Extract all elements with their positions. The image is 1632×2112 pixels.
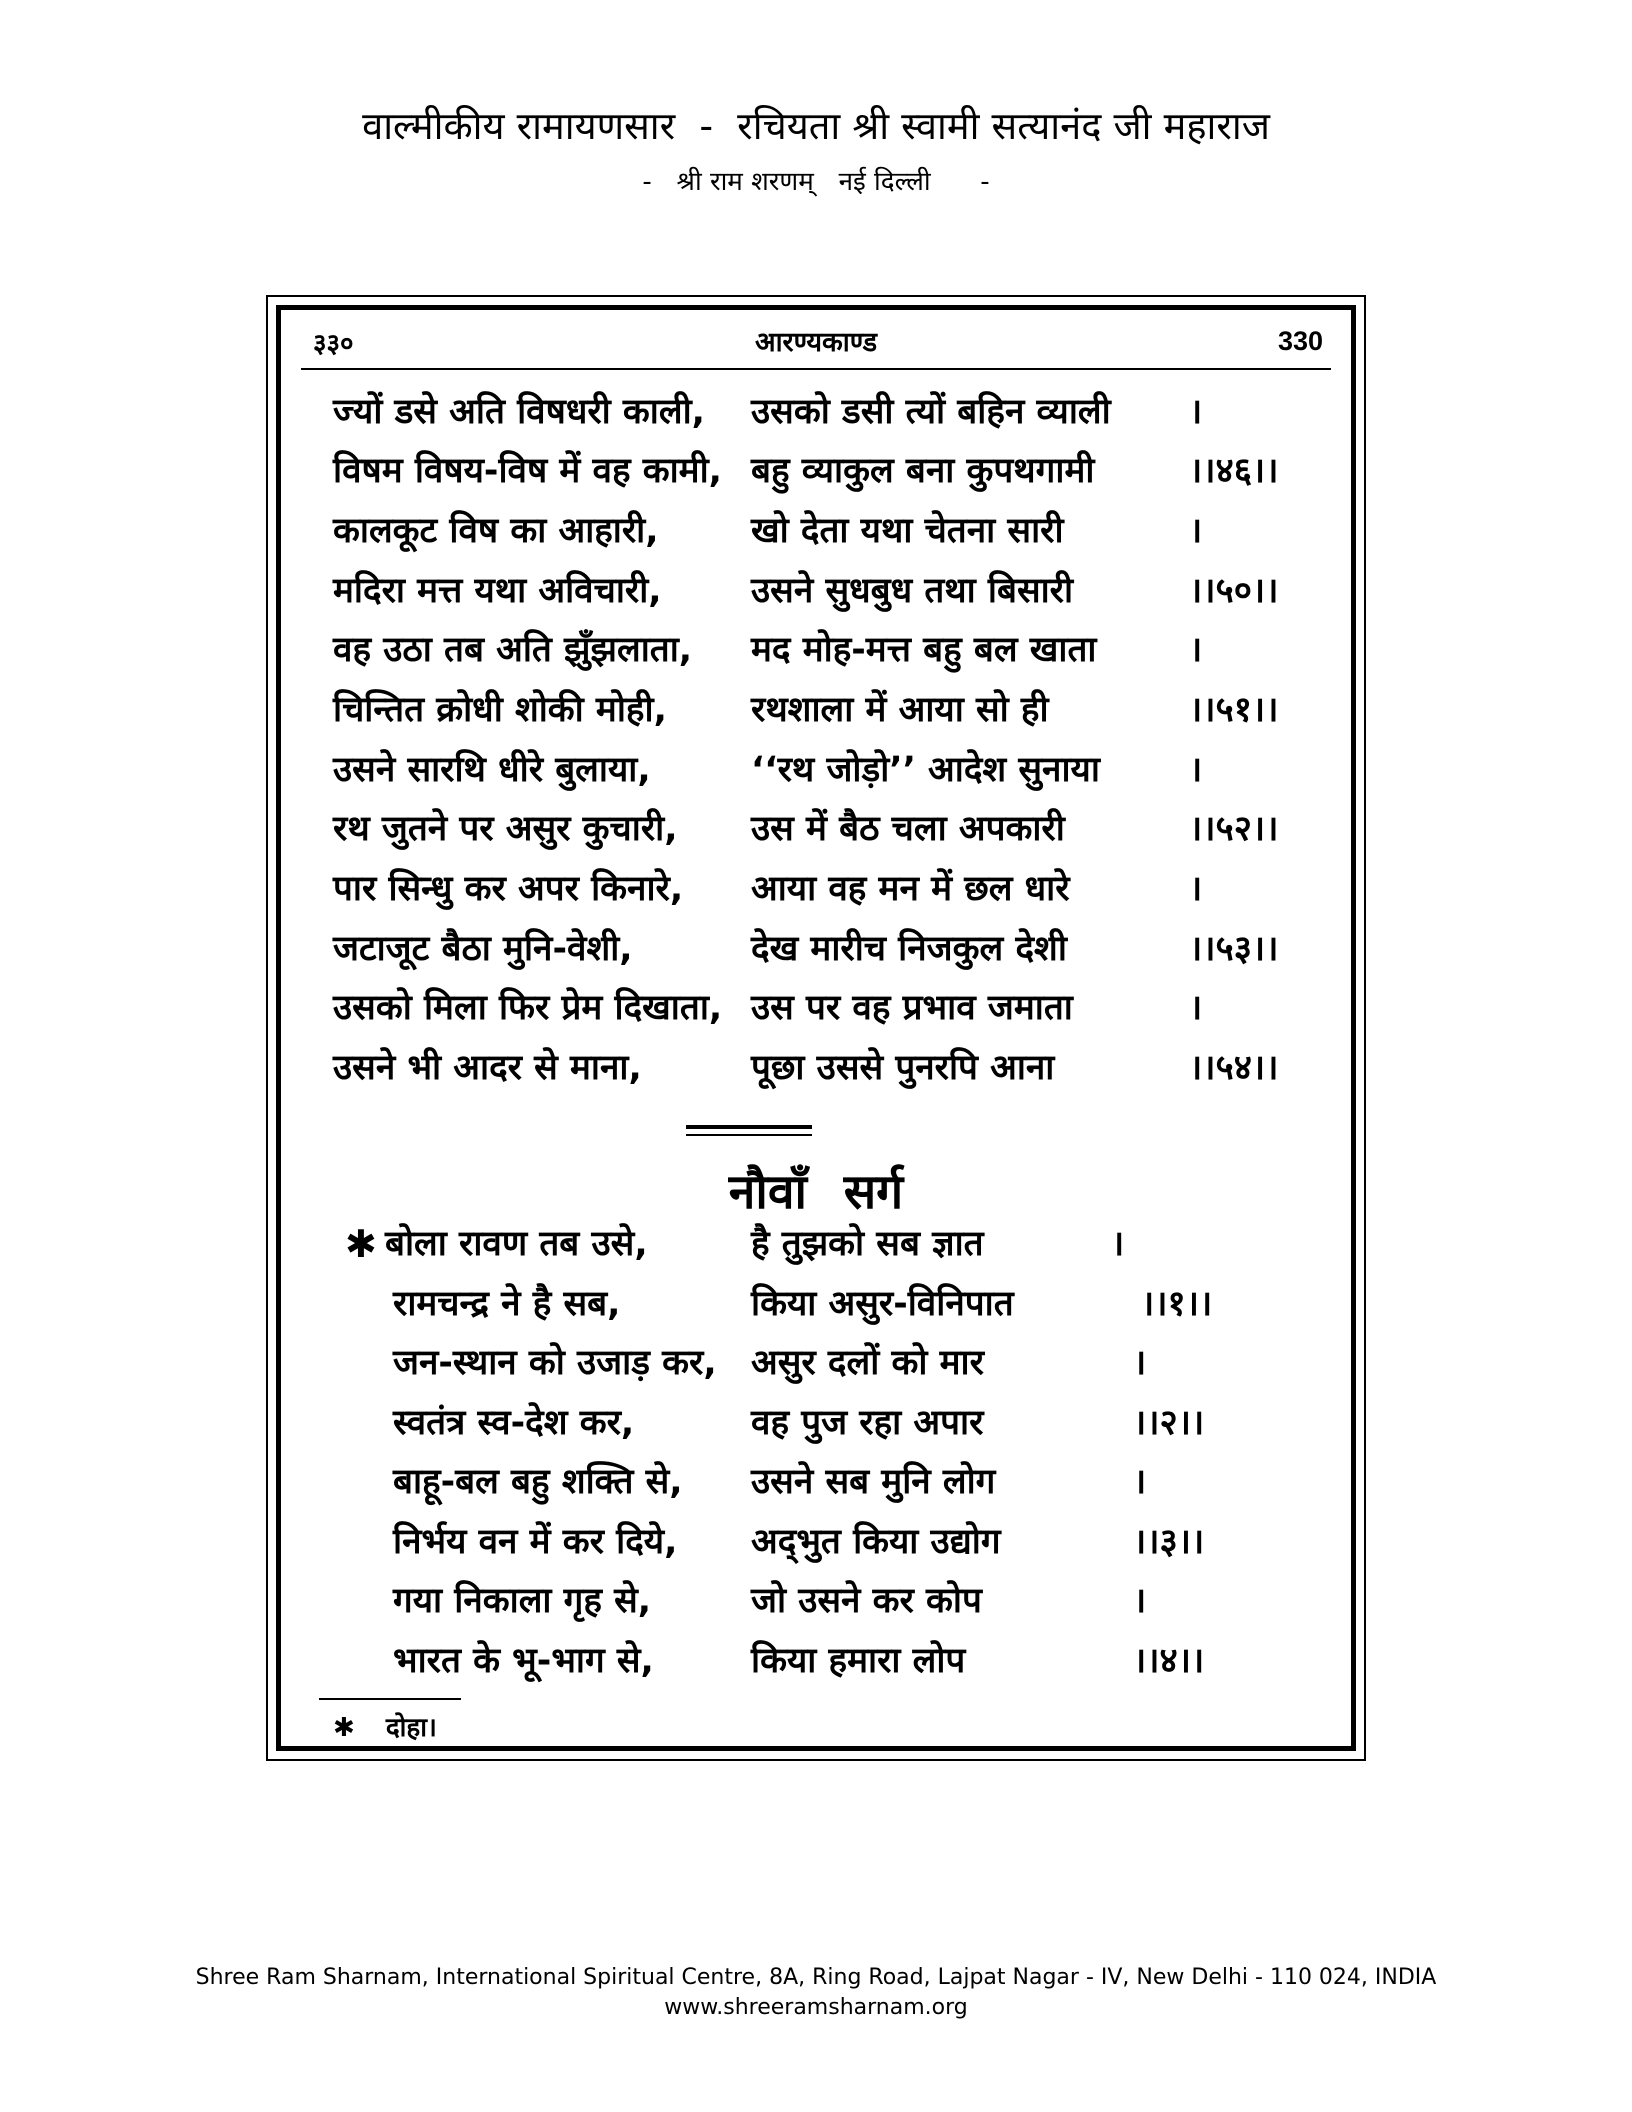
footnote-text: दोहा। — [385, 1713, 437, 1743]
asterisk-icon: ✱ — [333, 1713, 355, 1743]
footer-address: Shree Ram Sharnam, International Spiritual Centre, 8A, Ring Road, Lajpat Nagar - IV, New Delhi - 110 024, INDIA — [195, 1965, 1437, 1990]
page-frame — [266, 295, 1366, 1761]
page-number: 330 — [1277, 326, 1323, 356]
footnote-rule — [319, 1698, 461, 1700]
footer-website[interactable]: www.shreeramsharnam.org — [664, 1995, 968, 2020]
asterisk-icon: ✱ — [345, 1222, 377, 1266]
page-frame-inner: ३३० आरण्यकाण्ड 330 ज्यों डसे अति विषधरी काली, उसको डसी त्यों बहिन व्याली । विषम विषय-विष में वह कामी, बहु व्याकुल बना कुपथगामी ।।४६।। कालकूट विष का आहारी, खो देता यथा चेतना सारी । मदिरा मत्त यथा अविचारी, उसने सुधबुध तथा बिसारी ।।५०।। वह उठा तब अति झुँझलाता, मद मोह-मत्त बहु बल खाता । चिन्तित क्रोधी शोकी मोही, रथशाला में आया सो ही ।।५१।। उसने सारथि धीरे बुलाया, ‘‘रथ जोड़ो’’ आदेश सुनाया । रथ जुतने पर असुर कुचारी, उस में बैठ चला अपकारी ।।५२।। पार सिन्धु कर अपर किनारे, आया वह मन में छल धारे । जटाजूट बैठा मुनि-वेशी, देख मारीच निजकुल देशी ।।५३।। उसको मिला फिर प्रेम दिखाता, उस पर वह प्रभाव जमाता । उसने भी आदर से माना, पूछा उससे पुनरपि आना ।।५४।। नौवाँ सर्ग ✱ बोला रावण तब उसे, है तुझको सब ज्ञात । रामचन्द्र ने है सब, किया असुर-विनिपात ।।१।। जन-स्थान को उजाड़ कर, असुर दलों को मार । स्वतंत्र स्व-देश कर, वह पुज रहा अपार ।।२।। बाहू-बल बहु शक्ति से, उसने सब मुनि लोग । निर्भय वन में कर दिये, अद्‌भुत किया उद्योग ।।३।। गया निकाला गृह से, जो उसने कर कोप । भारत के भू-भाग से, किया हमारा लोप ।।४।। ✱ दोहा। — [276, 305, 1356, 1751]
kanda-title: आरण्यकाण्ड — [754, 327, 878, 358]
header-title: वाल्मीकीय रामायणसार - रचियता श्री स्वामी सत्यानंद जी महाराज — [362, 104, 1270, 148]
section-divider — [686, 1125, 812, 1129]
page-header — [301, 320, 1331, 370]
sarga-title: नौवाँ सर्ग — [728, 1164, 904, 1220]
page-number-devanagari: ३३० — [313, 329, 354, 359]
section-divider-thin — [686, 1134, 812, 1136]
header-subtitle: - श्री राम शरणम् नई दिल्ली - — [642, 167, 990, 197]
footnote — [333, 1708, 437, 1744]
